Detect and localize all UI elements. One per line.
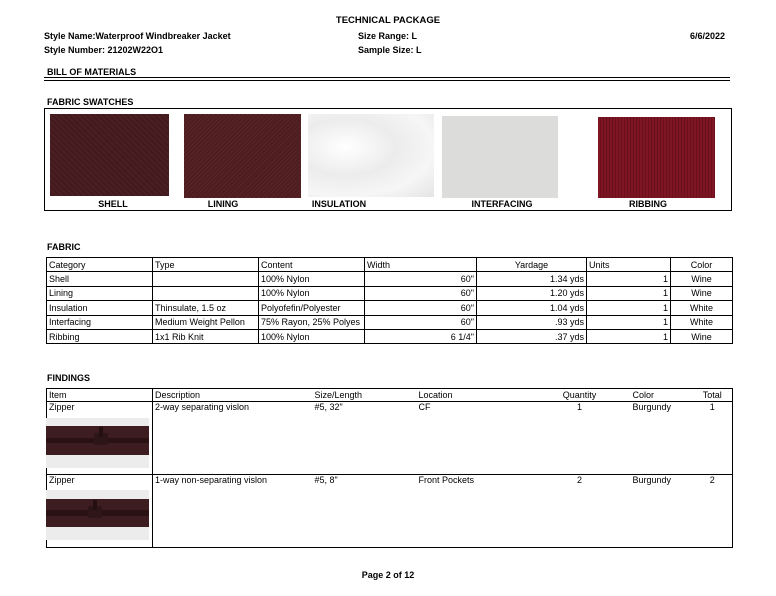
- findings-header-size: Size/Length: [313, 389, 417, 402]
- fabric-cell: 100% Nylon: [259, 286, 365, 300]
- style-name: Style Name:Waterproof Windbreaker Jacket: [44, 31, 231, 41]
- table-row: [47, 402, 733, 475]
- table-row: [47, 329, 733, 343]
- table-row: [47, 272, 733, 286]
- swatch-label-shell: SHELL: [98, 199, 128, 209]
- fabric-cell: 1: [587, 272, 671, 286]
- findings-header-location: Location: [417, 389, 529, 402]
- fabric-cell: 1x1 Rib Knit: [153, 329, 259, 343]
- findings-cell: 1-way non-separating vislon: [153, 475, 313, 548]
- findings-header-total: Total: [693, 389, 733, 402]
- findings-header-quantity: Quantity: [529, 389, 631, 402]
- findings-table: [46, 388, 733, 548]
- findings-cell: Front Pockets: [417, 475, 529, 548]
- fabric-header-width: Width: [365, 258, 477, 272]
- findings-title: FINDINGS: [47, 373, 91, 383]
- bom-rule: [44, 77, 730, 78]
- fabric-cell: 60": [365, 301, 477, 315]
- swatch-insulation: [308, 114, 434, 197]
- bom-title: BILL OF MATERIALS: [47, 67, 137, 77]
- findings-cell: #5, 8": [313, 475, 417, 548]
- fabric-cell: 75% Rayon, 25% Polyes: [259, 315, 365, 329]
- findings-cell: Zipper: [47, 475, 153, 548]
- fabric-header-units: Units: [587, 258, 671, 272]
- fabric-cell: 60": [365, 315, 477, 329]
- findings-cell: #5, 32": [313, 402, 417, 475]
- table-row: [47, 301, 733, 315]
- zipper-icon: [46, 490, 149, 540]
- fabric-cell: 1: [587, 286, 671, 300]
- findings-cell: Zipper: [47, 402, 153, 475]
- zipper-image: [46, 490, 149, 540]
- findings-cell: 1: [693, 402, 733, 475]
- fabric-cell: .93 yds: [477, 315, 587, 329]
- fabric-cell: Shell: [47, 272, 153, 286]
- fabric-cell: 1: [587, 329, 671, 343]
- fabric-title: FABRIC: [47, 242, 81, 252]
- fabric-cell: 1: [587, 301, 671, 315]
- swatch-label-interfacing: INTERFACING: [471, 199, 533, 209]
- fabric-header-type: Type: [153, 258, 259, 272]
- document-date: 6/6/2022: [690, 31, 726, 41]
- page-number: Page 2 of 12: [361, 570, 415, 580]
- fabric-cell: 60": [365, 272, 477, 286]
- fabric-cell: 1: [587, 315, 671, 329]
- findings-cell: Burgundy: [631, 402, 693, 475]
- findings-cell: 1: [529, 402, 631, 475]
- fabric-cell: .37 yds: [477, 329, 587, 343]
- bom-rule-2: [44, 80, 730, 81]
- fabric-cell: [153, 272, 259, 286]
- fabric-cell: Thinsulate, 1.5 oz: [153, 301, 259, 315]
- document-title: TECHNICAL PACKAGE: [335, 15, 441, 26]
- findings-cell: 2: [529, 475, 631, 548]
- swatch-interfacing: [442, 116, 558, 198]
- fabric-cell: 1.04 yds: [477, 301, 587, 315]
- sample-size: Sample Size: L: [358, 45, 422, 55]
- fabric-cell: Medium Weight Pellon: [153, 315, 259, 329]
- fabric-cell: Interfacing: [47, 315, 153, 329]
- fabric-cell: Wine: [671, 272, 733, 286]
- findings-header-row: [47, 389, 733, 402]
- swatch-label-insulation: INSULATION: [311, 199, 367, 209]
- fabric-cell: Lining: [47, 286, 153, 300]
- swatches-title: FABRIC SWATCHES: [47, 97, 134, 107]
- fabric-header-row: [47, 258, 733, 272]
- findings-header-color: Color: [631, 389, 693, 402]
- swatch-lining: [184, 114, 301, 198]
- zipper-icon: [46, 418, 149, 468]
- findings-cell: 2-way separating vislon: [153, 402, 313, 475]
- fabric-cell: 6 1/4": [365, 329, 477, 343]
- swatch-label-lining: LINING: [207, 199, 239, 209]
- fabric-header-color: Color: [671, 258, 733, 272]
- swatch-label-ribbing: RIBBING: [629, 199, 667, 209]
- findings-header-description: Description: [153, 389, 313, 402]
- fabric-header-category: Category: [47, 258, 153, 272]
- fabric-header-content: Content: [259, 258, 365, 272]
- fabric-cell: Wine: [671, 329, 733, 343]
- fabric-cell: White: [671, 315, 733, 329]
- table-row: [47, 475, 733, 548]
- findings-cell: 2: [693, 475, 733, 548]
- fabric-cell: White: [671, 301, 733, 315]
- fabric-cell: Insulation: [47, 301, 153, 315]
- fabric-cell: 1.20 yds: [477, 286, 587, 300]
- fabric-cell: 100% Nylon: [259, 272, 365, 286]
- fabric-cell: 1.34 yds: [477, 272, 587, 286]
- size-range: Size Range: L: [358, 31, 418, 41]
- fabric-cell: 60": [365, 286, 477, 300]
- table-row: [47, 315, 733, 329]
- findings-cell: Burgundy: [631, 475, 693, 548]
- findings-cell: CF: [417, 402, 529, 475]
- table-row: [47, 286, 733, 300]
- fabric-cell: 100% Nylon: [259, 329, 365, 343]
- style-number: Style Number: 21202W22O1: [44, 45, 164, 55]
- fabric-cell: Ribbing: [47, 329, 153, 343]
- fabric-cell: Wine: [671, 286, 733, 300]
- swatch-shell: [50, 114, 169, 196]
- fabric-header-yardage: Yardage: [477, 258, 587, 272]
- fabric-table: [46, 257, 733, 344]
- swatch-ribbing: [598, 117, 715, 198]
- zipper-image: [46, 418, 149, 468]
- fabric-cell: [153, 286, 259, 300]
- fabric-cell: Polyofefin/Polyester: [259, 301, 365, 315]
- findings-header-item: Item: [47, 389, 153, 402]
